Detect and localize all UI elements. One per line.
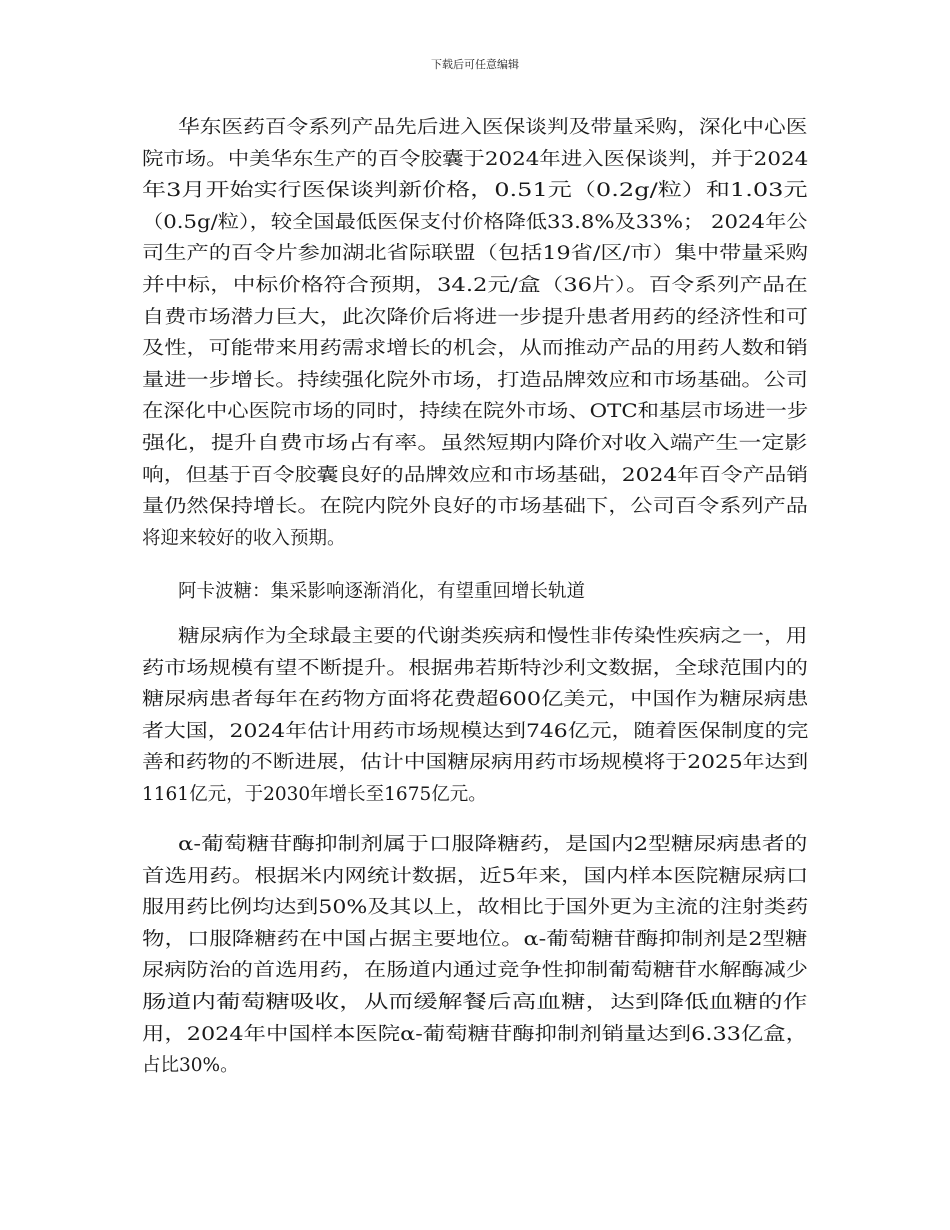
paragraph-1-line: 司生产的百令片参加湖北省际联盟（包括19省/区/市）集中带量采购: [142, 243, 809, 264]
paragraph-4-line: 首选用药。根据米内网统计数据，近5年来，国内样本医院糖尿病口: [142, 866, 809, 887]
paragraph-4-line: 服用药比例均达到50%及其以上，故相比于国外更为主流的注射类药: [142, 897, 809, 918]
paragraph-1-line: 在深化中心医院市场的同时，持续在院外市场、OTC和基层市场进一步: [142, 401, 809, 422]
paragraph-1-line: 自费市场潜力巨大，此次降价后将进一步提升患者用药的经济性和可: [142, 307, 809, 328]
paragraph-4-line: 物，口服降糖药在中国占据主要地位。α-葡萄糖苷酶抑制剂是2型糖: [142, 929, 808, 950]
paragraph-1-line: 华东医药百令系列产品先后进入医保谈判及带量采购，深化中心医: [178, 117, 808, 138]
paragraph-1-line: 量进一步增长。持续强化院外市场，打造品牌效应和市场基础。公司: [142, 370, 809, 391]
paragraph-4-line: 肠道内葡萄糖吸收，从而缓解餐后高血糖，达到降低血糖的作: [142, 992, 808, 1013]
paragraph-3-line: 糖尿病作为全球最主要的代谢类疾病和慢性非传染性疾病之一，用: [178, 626, 808, 647]
paragraph-1-line: 响，但基于百令胶囊良好的品牌效应和市场基础，2024年百令产品销: [142, 465, 809, 486]
paragraph-3-line: 1161亿元，于2030年增长至1675亿元。: [142, 784, 487, 805]
paragraph-4-line: 用，2024年中国样本医院α-葡萄糖苷酶抑制剂销量达到6.33亿盒，: [142, 1024, 809, 1045]
paragraph-4-line: 尿病防治的首选用药，在肠道内通过竞争性抑制葡萄糖苷水解酶减少: [142, 960, 809, 981]
paragraph-1-line: 院市场。中美华东生产的百令胶囊于2024年进入医保谈判，并于2024: [142, 149, 809, 170]
paragraph-2-line: 阿卡波糖：集采影响逐渐消化，有望重回增长轨道: [178, 581, 586, 602]
paragraph-3-line: 糖尿病患者每年在药物方面将花费超600亿美元，中国作为糖尿病患: [142, 689, 809, 710]
paragraph-1-line: （0.5g/粒），较全国最低医保支付价格降低33.8%及33%； 2024年公: [142, 212, 808, 233]
paragraph-4-line: α-葡萄糖苷酶抑制剂属于口服降糖药，是国内2型糖尿病患者的: [178, 834, 808, 855]
paragraph-3-line: 善和药物的不断进展，估计中国糖尿病用药市场规模将于2025年达到: [142, 752, 809, 773]
paragraph-3-line: 者大国，2024年估计用药市场规模达到746亿元，随着医保制度的完: [142, 721, 809, 742]
paragraph-1-line: 年3月开始实行医保谈判新价格，0.51元（0.2g/粒）和1.03元: [142, 180, 808, 201]
page-header: 下载后可任意编辑: [431, 58, 519, 71]
paragraph-1-line: 量仍然保持增长。在院内院外良好的市场基础下，公司百令系列产品: [142, 496, 809, 517]
paragraph-3-line: 药市场规模有望不断提升。根据弗若斯特沙利文数据，全球范围内的: [142, 658, 809, 679]
paragraph-1-line: 并中标，中标价格符合预期，34.2元/盒（36片）。百令系列产品在: [142, 275, 808, 296]
paragraph-1-line: 强化，提升自费市场占有率。虽然短期内降价对收入端产生一定影: [142, 433, 808, 454]
paragraph-1-line: 及性，可能带来用药需求增长的机会，从而推动产品的用药人数和销: [142, 338, 809, 359]
paragraph-4-line: 占比30%。: [142, 1055, 239, 1076]
paragraph-1-line: 将迎来较好的收入预期。: [142, 528, 346, 549]
